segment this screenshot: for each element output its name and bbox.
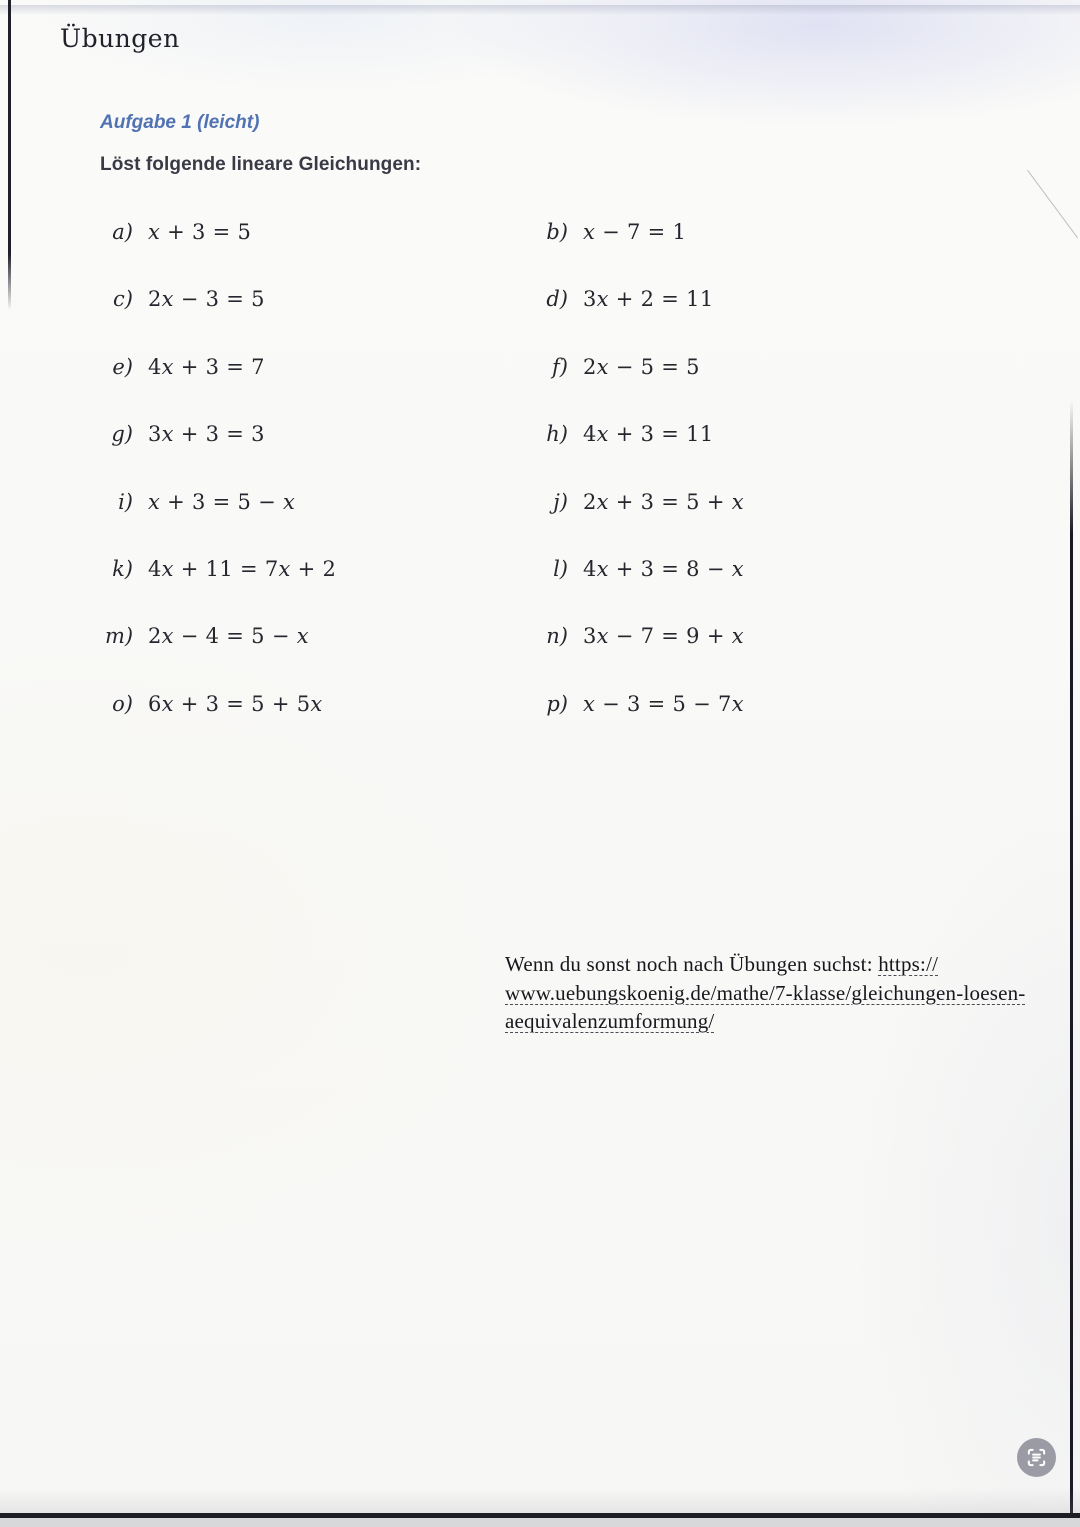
equation-expression: 4x + 3 = 11: [583, 422, 714, 447]
page-left-edge: [8, 0, 11, 310]
equation-expression: 6x + 3 = 5 + 5x: [148, 691, 323, 716]
equation-a: [105, 219, 540, 286]
equation-label: k): [112, 556, 133, 581]
equation-label: c): [113, 287, 133, 312]
equation-expression: 2x − 4 = 5 − x: [148, 624, 309, 649]
scan-text-icon: [1025, 1446, 1048, 1469]
equation-h: [540, 421, 744, 488]
equation-o: [105, 691, 540, 758]
equation-n: [540, 623, 744, 690]
equation-expression: 2x + 3 = 5 + x: [583, 489, 744, 514]
equation-label: n): [546, 624, 568, 649]
task-instruction: Löst folgende lineare Gleichungen:: [100, 154, 422, 175]
equation-label: f): [552, 354, 568, 379]
equation-expression: 3x + 3 = 3: [148, 422, 265, 447]
scan-button[interactable]: [1017, 1438, 1056, 1477]
scan-scratch-artifact: [1027, 170, 1078, 238]
equation-d: [540, 286, 744, 353]
equation-m: [105, 623, 540, 690]
equation-expression: 3x + 2 = 11: [583, 287, 714, 312]
equation-f: [540, 354, 744, 421]
equation-label: i): [118, 489, 133, 514]
equation-label: b): [546, 220, 568, 244]
equation-expression: x + 3 = 5: [148, 220, 252, 244]
equation-label: j): [553, 489, 568, 514]
equation-expression: x − 3 = 5 − 7x: [583, 691, 744, 716]
equation-label: p): [546, 691, 568, 716]
equations-grid: [105, 219, 744, 758]
equation-label: a): [112, 220, 133, 244]
equation-label: e): [112, 354, 133, 379]
footer-note-text: Wenn du sonst noch nach Übungen suchst:: [505, 952, 879, 976]
equation-k: [105, 556, 540, 623]
page-title: Übungen: [60, 24, 180, 53]
footer-link[interactable]: https://: [878, 952, 939, 976]
equation-expression: 2x − 5 = 5: [583, 354, 700, 379]
equation-label: g): [111, 422, 133, 447]
equation-label: l): [553, 556, 568, 581]
footer-note: [505, 950, 1080, 1036]
scan-bottom-strip: [0, 1518, 1080, 1527]
task-heading: Aufgabe 1 (leicht): [100, 112, 260, 133]
equation-i: [105, 489, 540, 556]
equation-j: [540, 489, 744, 556]
footer-link[interactable]: aequivalenzumformung/: [505, 1009, 715, 1033]
equation-expression: 2x − 3 = 5: [148, 287, 265, 312]
equation-l: [540, 556, 744, 623]
equation-label: o): [112, 691, 133, 716]
equation-label: d): [546, 287, 568, 312]
equation-expression: 3x − 7 = 9 + x: [583, 624, 744, 649]
equation-b: [540, 219, 744, 286]
equation-e: [105, 354, 540, 421]
equation-expression: 4x + 11 = 7x + 2: [148, 556, 337, 581]
scan-top-shadow: [0, 5, 1080, 15]
equation-label: h): [546, 422, 568, 447]
equation-expression: x + 3 = 5 − x: [148, 489, 296, 514]
equation-g: [105, 421, 540, 488]
equation-c: [105, 286, 540, 353]
equation-expression: 4x + 3 = 7: [148, 354, 265, 379]
equation-label: m): [105, 624, 134, 649]
equation-expression: x − 7 = 1: [583, 220, 687, 244]
scan-bottom-shadow: [0, 1488, 1080, 1513]
footer-link[interactable]: www.uebungskoenig.de/mathe/7-klasse/gleichungen-loesen-: [505, 980, 1026, 1005]
equation-expression: 4x + 3 = 8 − x: [583, 556, 744, 581]
equation-p: [540, 691, 744, 758]
